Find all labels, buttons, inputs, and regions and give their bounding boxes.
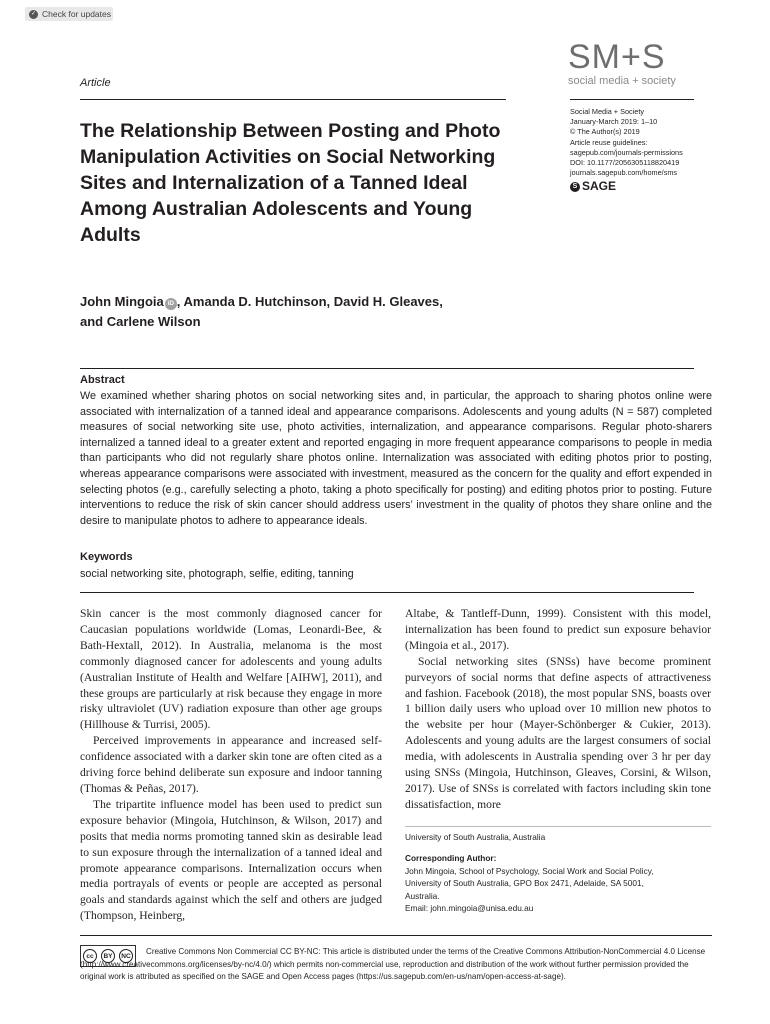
- check-for-updates-badge[interactable]: [25, 7, 113, 21]
- affiliation: University of South Australia, Australia: [405, 832, 546, 842]
- keywords-text: social networking site, photograph, selfie, editing, tanning: [80, 568, 354, 580]
- sage-wordmark: SAGE: [582, 179, 617, 194]
- body-paragraph: Social networking sites (SNSs) have become prominent purveyors of social norms that define aspects of attractiveness and fashion. Facebook (2018), the most popular SNS, boasts over 1 billion daily users who upload over 10 million new photos to the website per hour (Mayer-Schönberger & Cukier, 2013). Adolescents and young adults are the largest consumers of social media, with adolescents in Australia spending over 3 hr per day using SNSs (Mingoia, Hutchinson, Gleaves, Corsini, & Wilson, 2017). Use of SNSs is correlated with factors including skin tone dissatisfaction, more: [405, 654, 711, 811]
- body-column-right: [405, 606, 711, 813]
- paper-title: The Relationship Between Posting and Photo Manipulation Activities on Social Networking Sites and Internalization of a Tanned Ideal Among Australian Adolescents and Young Adults: [80, 120, 501, 246]
- author-rest-line1: , Amanda D. Hutchinson, David H. Gleaves,: [176, 294, 443, 309]
- body-paragraph: The tripartite influence model has been used to predict sun exposure behavior (Mingoia, Hutchinson, & Wilson, 2017) and posits that media norms promoting tanned skin as desirable lead to sun exposure through the internalization of a tanned ideal and promote appearance comparisons. Internalization occurs when media portrayals of events or people are accepted as personal goals and standards against which the self and others are judged (Thompson, Heinberg,: [80, 797, 382, 923]
- body-column-left: [80, 606, 382, 924]
- body-paragraph: Skin cancer is the most commonly diagnosed cancer for Caucasian populations worldwide (Lomas, Leonardi-Bee, & Bath-Hextall, 2012). In Australia, melanoma is the most commonly diagnosed cancer for adolescents and young adults (Australian Institute of Health and Welfare [AIHW], 2011), and these groups are particularly at risk because they engage in more risky ultraviolet (UV) radiation exposure than other age groups (Hillhouse & Turrisi, 2005).: [80, 607, 382, 732]
- affiliation-rule: [405, 826, 711, 827]
- issue-info: January-March 2019: 1–10: [570, 117, 658, 127]
- abstract-heading: Abstract: [80, 374, 125, 386]
- abstract-text: We examined whether sharing photos on social networking sites and, in particular, the approach to sharing photos online were associated with internalization of a tanned ideal and appearance comparisons. Adolescents and young adults (N = 587) completed measures of social networking site use, photo activities, internalization, and appearance comparisons. Regular photo-sharers internalized a tanned ideal to a greater extent and reported engaging in more frequent appearance comparisons to people in media than participants who did not regularly share photos online. Internalization was associated with editing photos prior to posting, whereas appearance comparisons were associated with investment, measured as the concern for the quality and effort expended in selecting photos (e.g., carefully selecting a photo, taking a photo specifically for posting) and editing photos prior to posting. Future interventions to reduce the risk of skin cancer should address users’ investment in the quality of photos they share online and the desire to manipulate photos to adhere to appearance ideals.: [80, 390, 712, 527]
- check-updates-label: Check for updates: [42, 9, 111, 19]
- article-type-label: Article: [80, 77, 111, 89]
- keywords-heading: Keywords: [80, 551, 133, 563]
- cc-icon: cc: [83, 949, 97, 963]
- orcid-icon[interactable]: iD: [165, 298, 177, 310]
- journal-logo: [568, 40, 693, 87]
- reuse-guidelines: Article reuse guidelines:: [570, 137, 648, 147]
- by-icon: BY: [101, 949, 115, 963]
- copyright: © The Author(s) 2019: [570, 127, 640, 137]
- corresponding-line1: John Mingoia, School of Psychology, Social Work and Social Policy,: [405, 865, 654, 876]
- article-metadata: [570, 107, 710, 192]
- permissions-link[interactable]: sagepub.com/journals-permissions: [570, 147, 683, 157]
- license-text: Creative Commons Non Commercial CC BY-NC: This article is distributed under the terms of the Creative Commons Attribution-NonCommercial 4.0 License (http://www.creativecommons.org/licenses/by-nc/4.0/) which permits non-commercial use, reproduction and distribution of the work without further permission provided the original work is attributed as specified on the SAGE and Open Access pages (https://us.sagepub.com/en-us/nam/open-access-at-sage).: [80, 947, 706, 982]
- body-paragraph: Altabe, & Tantleff-Dunn, 1999). Consistent with this model, internalization has been found to predict sun exposure behavior (Mingoia et al., 2017).: [405, 607, 711, 652]
- body-paragraph: Perceived improvements in appearance and increased self-confidence associated with a darker skin tone are often cited as a driving force behind deliberate sun exposure and indoor tanning (Thomas & Peñas, 2017).: [80, 734, 382, 795]
- journal-name: Social Media + Society: [570, 107, 645, 116]
- keywords-rule: [80, 592, 694, 593]
- sage-mark-icon: S: [570, 182, 580, 192]
- header-rule-right: [570, 99, 694, 100]
- corresponding-line2: University of South Australia, GPO Box 2471, Adelaide, SA 5001,: [405, 878, 644, 888]
- header-rule-left: [80, 99, 506, 100]
- nc-icon: NC: [119, 949, 133, 963]
- doi[interactable]: DOI: 10.1177/2056305118820419: [570, 158, 680, 168]
- corresponding-author: [405, 852, 715, 915]
- author-first: John Mingoia: [80, 294, 164, 309]
- license-statement: [80, 946, 712, 984]
- check-updates-icon: ✓: [30, 10, 37, 17]
- author-list: [80, 292, 520, 332]
- author-rest-line2: and Carlene Wilson: [80, 314, 201, 329]
- journal-logo-sub: social media + society: [568, 75, 676, 87]
- corresponding-heading: Corresponding Author:: [405, 853, 497, 863]
- abstract-rule: [80, 368, 694, 369]
- sage-logo: [570, 179, 710, 194]
- corresponding-email[interactable]: Email: john.mingoia@unisa.edu.au: [405, 903, 534, 913]
- journal-homepage-link[interactable]: journals.sagepub.com/home/sms: [570, 168, 678, 178]
- corresponding-line3: Australia.: [405, 890, 440, 901]
- journal-logo-main: SM+S: [568, 38, 666, 76]
- footer-rule: [80, 935, 712, 936]
